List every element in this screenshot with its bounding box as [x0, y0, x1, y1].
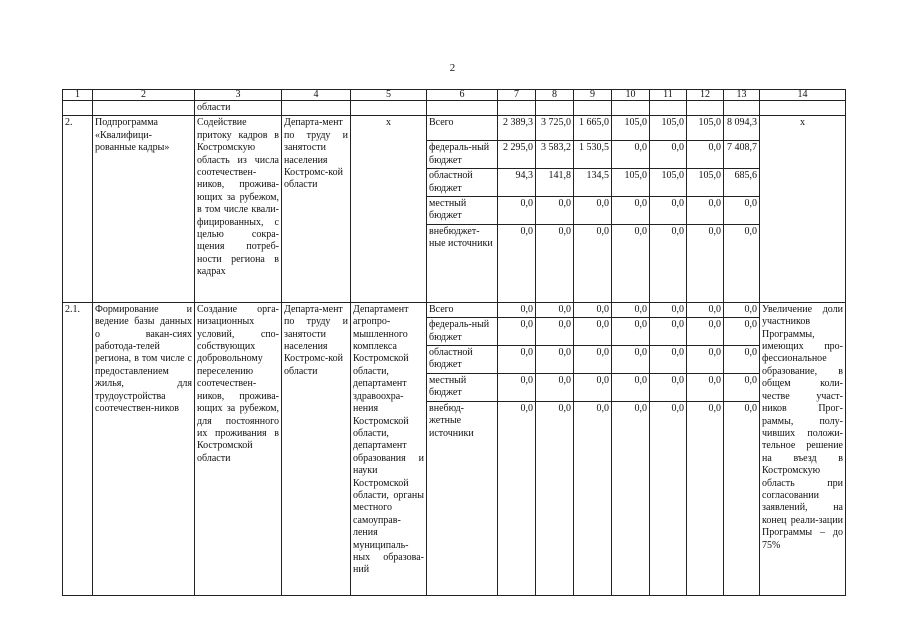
funding-value: 0,0 — [724, 318, 760, 346]
carry-over-text: области — [195, 101, 282, 116]
page-number: 2 — [449, 62, 456, 74]
funding-value: 0,0 — [650, 141, 687, 169]
activity-name: Формирование и ведение базы данных о вакан-сиях работода-телей региона, в том числе с предоставлением жилья, для трудоустройства соотечествен-ников — [93, 302, 195, 595]
funding-row — [63, 116, 846, 141]
funding-value: 0,0 — [536, 318, 574, 346]
funding-value: 0,0 — [687, 302, 724, 317]
funding-value: 0,0 — [574, 224, 612, 302]
co-executor: х — [351, 116, 427, 302]
funding-value: 0,0 — [536, 302, 574, 317]
row-number: 2. — [63, 116, 93, 302]
carry-over-row — [63, 101, 846, 116]
funding-value: 0,0 — [574, 318, 612, 346]
funding-value: 2 389,3 — [498, 116, 536, 141]
funding-value: 0,0 — [687, 224, 724, 302]
funding-value: 0,0 — [612, 373, 650, 401]
target-indicator: Увеличение доли участников Программы, имеющих про-фессиональное образование, в общем коли-честве участ-ников Прог-раммы, полу-чивших положи-тельное решение на въезд в Костромскую область при согласовании заявлений, на конец реали-зации Программы – до 75% — [760, 302, 846, 595]
row-number: 2.1. — [63, 302, 93, 595]
funding-value: 0,0 — [724, 401, 760, 595]
funding-value: 0,0 — [650, 401, 687, 595]
funding-source-label: Всего — [427, 302, 498, 317]
funding-source-label: Всего — [427, 116, 498, 141]
funding-value: 0,0 — [687, 318, 724, 346]
funding-value: 0,0 — [498, 373, 536, 401]
funding-value: 2 295,0 — [498, 141, 536, 169]
funding-value: 0,0 — [574, 373, 612, 401]
funding-value: 0,0 — [536, 224, 574, 302]
funding-value: 94,3 — [498, 169, 536, 197]
funding-value: 0,0 — [687, 373, 724, 401]
funding-value: 0,0 — [498, 346, 536, 374]
funding-value: 1 530,5 — [574, 141, 612, 169]
column-number: 14 — [760, 90, 846, 101]
funding-value: 0,0 — [536, 373, 574, 401]
funding-value: 0,0 — [498, 197, 536, 225]
column-number: 3 — [195, 90, 282, 101]
activity-goal: Создание орга-низационных условий, спо-собствующих добровольному переселению соотечествен-ников, прожива-ющих за рубежом, для постоянного их проживания в Костромской области — [195, 302, 282, 595]
funding-value: 0,0 — [536, 401, 574, 595]
funding-value: 0,0 — [574, 302, 612, 317]
funding-value: 0,0 — [650, 197, 687, 225]
funding-value: 0,0 — [612, 401, 650, 595]
column-number: 11 — [650, 90, 687, 101]
funding-value: 3 725,0 — [536, 116, 574, 141]
funding-value: 141,8 — [536, 169, 574, 197]
funding-value: 0,0 — [687, 141, 724, 169]
funding-value: 0,0 — [498, 302, 536, 317]
funding-value: 0,0 — [574, 197, 612, 225]
column-number: 12 — [687, 90, 724, 101]
funding-value: 0,0 — [724, 373, 760, 401]
column-number: 4 — [282, 90, 351, 101]
funding-value: 134,5 — [574, 169, 612, 197]
funding-value: 0,0 — [536, 346, 574, 374]
funding-source-label: внебюджет-ные источники — [427, 224, 498, 302]
funding-value: 0,0 — [574, 346, 612, 374]
funding-value: 0,0 — [498, 318, 536, 346]
funding-value: 0,0 — [724, 224, 760, 302]
funding-value: 105,0 — [687, 169, 724, 197]
funding-value: 105,0 — [612, 169, 650, 197]
funding-value: 0,0 — [612, 302, 650, 317]
column-number-row — [63, 90, 846, 101]
funding-value: 685,6 — [724, 169, 760, 197]
column-number: 2 — [93, 90, 195, 101]
funding-value: 0,0 — [536, 197, 574, 225]
funding-value: 0,0 — [687, 197, 724, 225]
funding-value: 0,0 — [498, 401, 536, 595]
funding-source-label: областной бюджет — [427, 169, 498, 197]
co-executor: Департамент агропро-мышленного комплекса Костромской области, департамент здравоохра-нения Костромской области, департамент образования и науки Костромской области, органы местного самоуправ-ления муниципаль-ных образова-ний — [351, 302, 427, 595]
funding-value: 105,0 — [650, 169, 687, 197]
funding-value: 105,0 — [612, 116, 650, 141]
column-number: 13 — [724, 90, 760, 101]
funding-source-label: местный бюджет — [427, 197, 498, 225]
responsible-executor: Департа-мент по труду и занятости населения Костромс-кой области — [282, 116, 351, 302]
funding-value: 0,0 — [724, 302, 760, 317]
funding-value: 7 408,7 — [724, 141, 760, 169]
column-number: 9 — [574, 90, 612, 101]
funding-value: 105,0 — [687, 116, 724, 141]
funding-value: 0,0 — [574, 401, 612, 595]
column-number: 8 — [536, 90, 574, 101]
funding-value: 0,0 — [650, 302, 687, 317]
column-number: 6 — [427, 90, 498, 101]
funding-value: 0,0 — [612, 224, 650, 302]
funding-value: 0,0 — [650, 224, 687, 302]
funding-value: 0,0 — [612, 197, 650, 225]
funding-value: 0,0 — [724, 346, 760, 374]
responsible-executor: Департа-мент по труду и занятости населения Костромс-кой области — [282, 302, 351, 595]
column-number: 5 — [351, 90, 427, 101]
target-indicator: х — [760, 116, 846, 302]
funding-source-label: местный бюджет — [427, 373, 498, 401]
column-number: 7 — [498, 90, 536, 101]
program-table — [62, 89, 846, 596]
funding-value: 0,0 — [650, 346, 687, 374]
funding-value: 1 665,0 — [574, 116, 612, 141]
funding-value: 0,0 — [724, 197, 760, 225]
funding-source-label: федераль-ный бюджет — [427, 318, 498, 346]
column-number: 1 — [63, 90, 93, 101]
funding-value: 0,0 — [498, 224, 536, 302]
funding-value: 0,0 — [612, 318, 650, 346]
funding-value: 0,0 — [687, 401, 724, 595]
column-number: 10 — [612, 90, 650, 101]
funding-value: 8 094,3 — [724, 116, 760, 141]
activity-goal: Содействие притоку кадров в Костромскую область из числа соотечествен-ников, прожива-ющих за рубежом, в том числе квали-фицированных, с целью сокра-щения потреб-ности региона в кадрах — [195, 116, 282, 302]
funding-value: 0,0 — [612, 346, 650, 374]
funding-source-label: федераль-ный бюджет — [427, 141, 498, 169]
activity-name: Подпрограмма «Квалифици-рованные кадры» — [93, 116, 195, 302]
funding-source-label: внебюд-жетные источники — [427, 401, 498, 595]
funding-value: 0,0 — [612, 141, 650, 169]
funding-value: 105,0 — [650, 116, 687, 141]
funding-value: 0,0 — [687, 346, 724, 374]
funding-source-label: областной бюджет — [427, 346, 498, 374]
funding-value: 3 583,2 — [536, 141, 574, 169]
funding-value: 0,0 — [650, 373, 687, 401]
funding-value: 0,0 — [650, 318, 687, 346]
funding-row — [63, 302, 846, 317]
